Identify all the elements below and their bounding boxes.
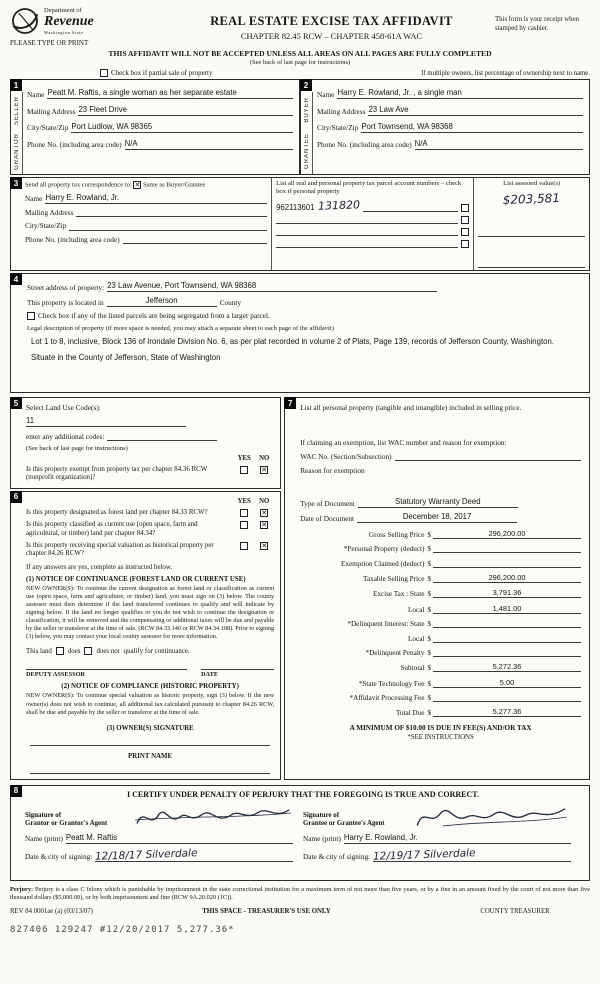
buyer-phone-field[interactable]: N/A [415, 140, 583, 150]
section-7-tax-computation [284, 397, 590, 780]
s5-yes-checkbox[interactable] [240, 466, 248, 474]
exemption-intro: If claiming an exemption, list WAC number and reason for exemption: [300, 438, 507, 448]
correspondence-label: Send all property tax correspondence to: [25, 181, 132, 189]
does-checkbox[interactable] [56, 647, 64, 655]
section-3-badge: 3 [10, 177, 22, 189]
wac-label: WAC No. (Section/Subsection) [300, 452, 392, 462]
street-address-label: Street address of property: [27, 282, 105, 292]
personal-property-label: List all personal property (tangible and intangible) included in selling price. [300, 403, 522, 412]
does-not-checkbox[interactable] [84, 647, 92, 655]
logo-dept: Department of [44, 7, 82, 14]
section-1-seller-grantor [10, 79, 300, 175]
money-value-6[interactable] [433, 619, 581, 628]
same-as-buyer-label: Same as Buyer/Grantee [143, 181, 206, 189]
s6-question-1: Is this property designated as forest land per chapter 84.33 RCW? [26, 508, 208, 516]
logo-text [44, 7, 94, 35]
money-label-7: Local [408, 634, 425, 643]
perjury-label: Perjury: [10, 885, 34, 893]
grantor-name-print-field[interactable]: Peatt M. Raftis [66, 834, 293, 844]
buyer-name-field[interactable]: Harry E. Rowland, Jr. , a single man [337, 89, 583, 99]
money-value-7[interactable] [433, 634, 581, 643]
grantee-date-city-label: Date & city of signing: [303, 852, 371, 862]
rev-form-number: REV 84 0001ae (a) (03/13/07) [10, 907, 93, 915]
money-value-12[interactable]: 5,277.36 [433, 707, 581, 717]
seller-phone-field[interactable]: N/A [125, 140, 293, 150]
seller-grantor-vertical-label [11, 92, 23, 174]
treasurer-space-label: THIS SPACE - TREASURER'S USE ONLY [202, 907, 331, 915]
s5-question: Is this property exempt from property tax per chapter 84.36 RCW (nonprofit organization)? [26, 465, 208, 482]
grantee-date-city-handwritten[interactable]: 12/19/17 Silverdale [373, 846, 476, 863]
section-3-tax-correspondence [10, 177, 590, 271]
buyer-csz-label: City/State/Zip [317, 123, 359, 133]
located-county-field[interactable]: Jefferson [107, 297, 217, 307]
money-label-6: *Delinquent Interest: State [347, 620, 425, 629]
grantee-name-print-field[interactable]: Harry E. Rowland, Jr. [344, 834, 571, 844]
see-instructions-note: *SEE INSTRUCTIONS [407, 734, 474, 742]
money-label-8: *Delinquent Penalty [365, 648, 425, 657]
section-4-badge: 4 [10, 273, 22, 285]
grantee-name-print-label: Name (print) [303, 834, 341, 844]
s6-yes-header: YES [237, 497, 251, 505]
header [10, 6, 590, 47]
seller-buyer-row [10, 79, 590, 175]
land-use-label: Select Land Use Code(s): [26, 403, 101, 412]
money-value-10[interactable]: 5.00 [433, 678, 581, 688]
see-back-note: (See back of last page for instructions) [249, 59, 351, 66]
parcel-handwritten: 131820 [317, 198, 360, 213]
grantor-date-city-label: Date & city of signing: [25, 852, 93, 862]
land-pre: This land [26, 647, 52, 655]
money-label-9: Subtotal [400, 664, 425, 673]
grantor-sig-label-2: Grantor or Grantor's Agent [25, 820, 108, 828]
seller-address-field[interactable]: 23 Fleet Drive [78, 106, 293, 116]
additional-codes-field[interactable] [107, 432, 217, 441]
grantor-signature[interactable] [133, 803, 293, 829]
certify-statement: I CERTIFY UNDER PENALTY OF PERJURY THAT THE FOREGOING IS TRUE AND CORRECT. [126, 789, 479, 799]
section-5-land-use [10, 397, 281, 489]
grantee-signature[interactable] [411, 803, 571, 829]
personal-property-checkbox-2[interactable] [461, 216, 469, 224]
buyer-address-field[interactable]: 23 Law Ave [368, 106, 583, 116]
section-8-badge: 8 [10, 785, 22, 797]
section-1-badge: 1 [10, 79, 22, 91]
perjury-text: Perjury is a class C felony which is punishable by imprisonment in the state correctional institution for a maximum term of not more than five years, or by a fine in an amount fixed by the court of not more than five thousand dollars ($5,000.00), or by both imprisonment and fine (RCW 9A.20.020 (1C)). [10, 885, 590, 902]
s6-q1-no-checkbox[interactable]: ✕ [261, 508, 268, 517]
reason-label: Reason for exemption [300, 466, 365, 476]
parcel-line-3[interactable] [276, 227, 458, 236]
s5-no-checkbox[interactable]: ✕ [261, 465, 268, 474]
revenue-swirl-icon [10, 6, 40, 36]
s6-q3-no-checkbox[interactable]: ✕ [261, 541, 268, 550]
dor-logo [10, 6, 168, 47]
corr-phone-field[interactable] [123, 235, 267, 244]
please-type-note: PLEASE TYPE OR PRINT [10, 39, 89, 47]
money-value-5[interactable]: 1,481.00 [433, 604, 581, 614]
money-label-11: *Affidavit Processing Fee [349, 694, 425, 703]
seller-name-label: Name [27, 89, 45, 99]
grantor-sig-label-1: Signature of [25, 811, 62, 819]
notice1-title: (1) NOTICE OF CONTINUANCE (FOREST LAND OR CURRENT USE) [26, 575, 246, 583]
parcel-number[interactable]: 962113601 [276, 202, 315, 212]
s5-no-header: NO [259, 454, 270, 462]
additional-codes-label: enter any additional codes: [26, 431, 105, 441]
owners-signature-line[interactable] [30, 733, 270, 746]
grantor-signature-cell [25, 803, 303, 862]
street-address-field[interactable]: 23 Law Avenue, Port Townsend, WA 98368 [107, 282, 437, 292]
money-value-11[interactable] [433, 693, 581, 702]
if-yes-note: If any answers are yes, complete as instructed below. [26, 563, 173, 571]
warning-line: THIS AFFIDAVIT WILL NOT BE ACCEPTED UNLESS ALL AREAS ON ALL PAGES ARE FULLY COMPLETED [108, 49, 492, 58]
grantor-label: GRANTOR [13, 133, 20, 170]
money-label-3: Taxable Selling Price [363, 574, 425, 583]
parcel-line-4[interactable] [276, 239, 458, 248]
money-value-9[interactable]: 5,272.36 [433, 662, 581, 672]
segregated-label: Check box if any of the listed parcels are being segregated from a larger parcel. [38, 310, 270, 320]
does-label: does [67, 647, 81, 655]
seller-csz-label: City/State/Zip [27, 123, 69, 133]
seller-phone-label: Phone No. (including area code) [27, 140, 122, 150]
partial-sale-label: Check box if partial sale of property [111, 69, 213, 77]
section-2-badge: 2 [300, 79, 312, 91]
s6-q1-yes-checkbox[interactable] [240, 509, 248, 517]
logo-revenue: Revenue [44, 14, 94, 29]
title-block [168, 6, 495, 41]
correspondence-head [25, 181, 267, 189]
owners-signature-heading: (3) OWNER(S) SIGNATURE [106, 724, 194, 732]
assessed-header: List assessed value(s) [503, 180, 561, 187]
does-not-label: does not [96, 647, 120, 655]
grantor-name-print-label: Name (print) [25, 834, 63, 844]
perjury-paragraph [10, 886, 590, 903]
money-value-8[interactable] [433, 648, 581, 657]
chapter-line: CHAPTER 82.45 RCW – CHAPTER 458-61A WAC [240, 31, 423, 41]
seller-label: SELLER [13, 96, 20, 126]
located-pre: This property is located in [27, 297, 104, 307]
section-7-badge: 7 [284, 397, 296, 409]
buyer-label: BUYER [303, 97, 310, 123]
parcel-header: List all real and personal property tax parcel account numbers – check box if personal property [276, 180, 462, 195]
section-6-badge: 6 [10, 491, 22, 503]
form-title: REAL ESTATE EXCISE TAX AFFIDAVIT [210, 14, 453, 28]
money-value-1[interactable] [433, 544, 581, 553]
section-5-badge: 5 [10, 397, 22, 409]
corr-address-label: Mailing Address [25, 207, 74, 217]
print-name-line[interactable] [30, 761, 270, 774]
parcel-line-2[interactable] [276, 215, 458, 224]
assessed-value-handwritten: $203,581 [502, 190, 561, 207]
grantee-label: GRANTEE [303, 132, 310, 169]
grantee-signature-cell [303, 803, 581, 862]
notice1-text: NEW OWNER(S): To continue the current designation as forest land or classification as current use (open space, farm and agriculture, or timber) land, you must sign on (3) below. The county assessor must then determine if the land transferred continues to qualify and will indicate by signing below. If the land no longer qualifies or you do not wish to continue the designation or classification, it will be removed and the compensating or additional taxes will be due and payable by the seller or transferor at the time of sale. (RCW 84.33.140 or RCW 84.34.108). Prior to signing (3) below, you may contact your local county assessor for more information. [26, 584, 275, 641]
s6-q3-yes-checkbox[interactable] [240, 542, 248, 550]
money-value-2[interactable] [433, 559, 581, 568]
s6-question-3: Is this property receiving special valuation as historical property per chapter 84.26 RCW? [26, 541, 214, 558]
s6-question-2: Is this property classified as current use (open space, farm and agricultural, or timber) land per chapter 84.34? [26, 521, 198, 537]
buyer-address-label: Mailing Address [317, 106, 366, 116]
buyer-grantee-vertical-label [301, 92, 313, 174]
money-label-12: Total Due [395, 709, 425, 718]
corr-phone-label: Phone No. (including area code) [25, 234, 120, 244]
print-name-heading: PRINT NAME [128, 752, 173, 760]
money-value-3[interactable]: 296,200.00 [433, 573, 581, 583]
footer-row [10, 908, 590, 915]
deputy-date-line[interactable]: DATE [201, 669, 274, 678]
doc-type-label: Type of Document [300, 499, 355, 509]
money-table: Gross Selling Price $ 296,200.00 *Personal Property (deduct) $ Exemption Claimed (deduct) $ Taxable Selling Price $ 296,200.00 Excise Tax : State $ 3,791.36 Local $ 1,481.00 *Delinquent Interest: State $ Local $ *Delinquent Penalty $ Subtotal $ 5,272.36 *State Technology Fee $ 5.00 *Affidavit Processing Fee $ Total Due $ 5,277.36 [300, 529, 581, 718]
grantee-sig-label-2: Grantee or Grantee's Agent [303, 820, 385, 828]
grantor-date-city-handwritten[interactable]: 12/18/17 Silverdale [95, 846, 198, 863]
personal-property-checkbox-3[interactable] [461, 228, 469, 236]
notice2-title: (2) NOTICE OF COMPLIANCE (HISTORIC PROPERTY) [61, 683, 239, 691]
money-label-5: Local [408, 605, 425, 614]
partial-sale-row [10, 69, 590, 77]
segregated-checkbox[interactable] [27, 312, 35, 320]
corr-csz-field[interactable] [69, 222, 267, 231]
land-use-code-field[interactable]: 11 [26, 417, 186, 427]
wac-field[interactable] [395, 452, 581, 461]
partial-sale-checkbox[interactable] [100, 69, 108, 77]
buyer-phone-label: Phone No. (including area code) [317, 140, 412, 150]
assessed-line-2[interactable] [478, 210, 585, 237]
seller-csz-field[interactable]: Port Ludlow, WA 98365 [71, 123, 293, 133]
corr-name-field[interactable]: Harry E. Rowland, Jr. [45, 194, 267, 204]
county-treasurer-label: COUNTY TREASURER [480, 907, 550, 915]
multiple-owners-note: If multiple owners, list percentage of ownership next to name. [421, 69, 590, 77]
see-back-note-2: (See back of last page for instructions) [26, 444, 128, 452]
money-label-10: *State Technology Fee [358, 679, 425, 688]
corr-address-field[interactable] [76, 208, 267, 217]
logo-state: Washington State [44, 30, 84, 35]
main-columns [10, 397, 590, 780]
money-label-1: *Personal Property (deduct) [343, 545, 425, 554]
qualify-label: qualify for continuance. [123, 647, 190, 655]
buyer-csz-field[interactable]: Port Townsend, WA 98368 [361, 123, 583, 133]
section-8-signatures [10, 785, 590, 881]
personal-property-checkbox-4[interactable] [461, 240, 469, 248]
seller-name-field[interactable]: Peatt M. Raftis, a single woman as her separate estate [47, 89, 293, 99]
assessed-line-3[interactable] [478, 241, 585, 268]
s6-no-header: NO [259, 497, 270, 505]
s6-q2-no-checkbox[interactable]: ✕ [261, 521, 268, 530]
same-as-buyer-checkbox[interactable]: ✕ [134, 181, 141, 189]
money-value-4[interactable]: 3,791.36 [433, 588, 581, 598]
s5-yes-header: YES [237, 454, 251, 462]
grantee-sig-label-1: Signature of [303, 811, 340, 819]
money-label-0: Gross Selling Price [368, 530, 425, 539]
corr-csz-label: City/State/Zip [25, 221, 67, 231]
section-6-classification [10, 491, 281, 780]
corr-name-label: Name [25, 194, 43, 204]
deputy-assessor-line[interactable]: DEPUTY ASSESSOR [26, 669, 187, 678]
treasurer-receipt-stamp: 827406 129247 #12/20/2017 5,277.36* [10, 924, 235, 935]
buyer-name-label: Name [317, 89, 335, 99]
doc-type-field[interactable]: Statutory Warranty Deed [358, 498, 518, 508]
personal-property-checkbox-1[interactable] [461, 204, 469, 212]
seller-address-label: Mailing Address [27, 106, 76, 116]
minimum-fee-note: A MINIMUM OF $10.00 IS DUE IN FEE(S) AND/OR TAX [349, 724, 532, 733]
doc-date-field[interactable]: December 18, 2017 [357, 513, 517, 523]
situate-text: Situate in the County of Jefferson, State of Washington [31, 352, 221, 362]
legal-description-label: Legal description of property (if more space is needed, you may attach a separate sheet to each page of the affidavit) [27, 325, 334, 333]
money-label-4: Excise Tax : State [372, 590, 425, 599]
doc-date-label: Date of Document [300, 514, 355, 523]
legal-description-text[interactable]: Lot 1 to 8, inclusive, Block 136 of Irondale Division No. 6, as per plat recorded in volume 2 of Plats, Page 139, records of Jefferson County, Washington. [31, 337, 554, 347]
section-4-property [10, 273, 590, 393]
money-value-0[interactable]: 296,200.00 [433, 529, 581, 539]
section-2-buyer-grantee [300, 79, 590, 175]
receipt-note: This form is your receipt when stamped by cashier. [495, 16, 579, 32]
located-post: County [219, 297, 242, 307]
notice2-text: NEW OWNER(S): To continue special valuation as historic property, sign (3) below. If the new owner(s) does not wish to continue, all additional tax calculated pursuant to chapter 84.26 RCW, shall be due and payable by the seller or transferor at the time of sale. [26, 692, 275, 716]
money-label-2: Exemption Claimed (deduct) [340, 559, 425, 568]
s6-q2-yes-checkbox[interactable] [240, 521, 248, 529]
